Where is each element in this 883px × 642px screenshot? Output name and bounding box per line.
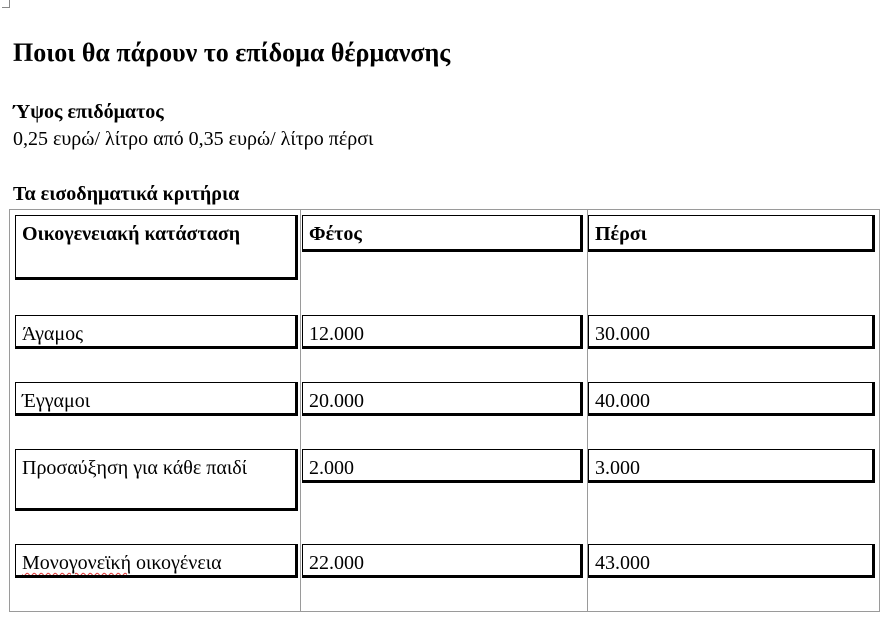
amount-title: Ύψος επιδόματος: [13, 101, 164, 123]
row-child-increase-last-year: 3.000: [588, 449, 875, 483]
row-single-this-year: 12.000: [302, 315, 583, 349]
page-title: Ποιοι θα πάρουν το επίδομα θέρμανσης: [13, 38, 451, 67]
header-last-year: Πέρσι: [588, 215, 875, 252]
row-child-increase-this-year: 2.000: [302, 449, 583, 483]
row-married-last-year: 40.000: [588, 382, 875, 416]
criteria-title: Τα εισοδηματικά κριτήρια: [13, 183, 240, 205]
header-this-year: Φέτος: [302, 215, 583, 252]
row-single-parent-this-year: 22.000: [302, 544, 583, 578]
row-single-parent-last-year: 43.000: [588, 544, 875, 578]
row-single-label: Άγαμος: [15, 315, 298, 349]
row-married-label: Έγγαμοι: [15, 382, 298, 416]
row-married-this-year: 20.000: [302, 382, 583, 416]
row-single-last-year: 30.000: [588, 315, 875, 349]
header-family-status: Οικογενειακή κατάσταση: [15, 215, 298, 280]
table-column-divider: [300, 209, 301, 612]
page-corner-mark: [2, 0, 10, 8]
spellcheck-word: Μονογονεϊκή: [22, 552, 132, 574]
amount-text: 0,25 ευρώ/ λίτρο από 0,35 ευρώ/ λίτρο πέρσι: [13, 128, 374, 150]
row-child-increase-label: Προσαύξηση για κάθε παιδί: [15, 449, 298, 511]
row-single-parent-label: [15, 544, 298, 578]
row-single-parent-label-word: οικογένεια: [136, 552, 222, 574]
